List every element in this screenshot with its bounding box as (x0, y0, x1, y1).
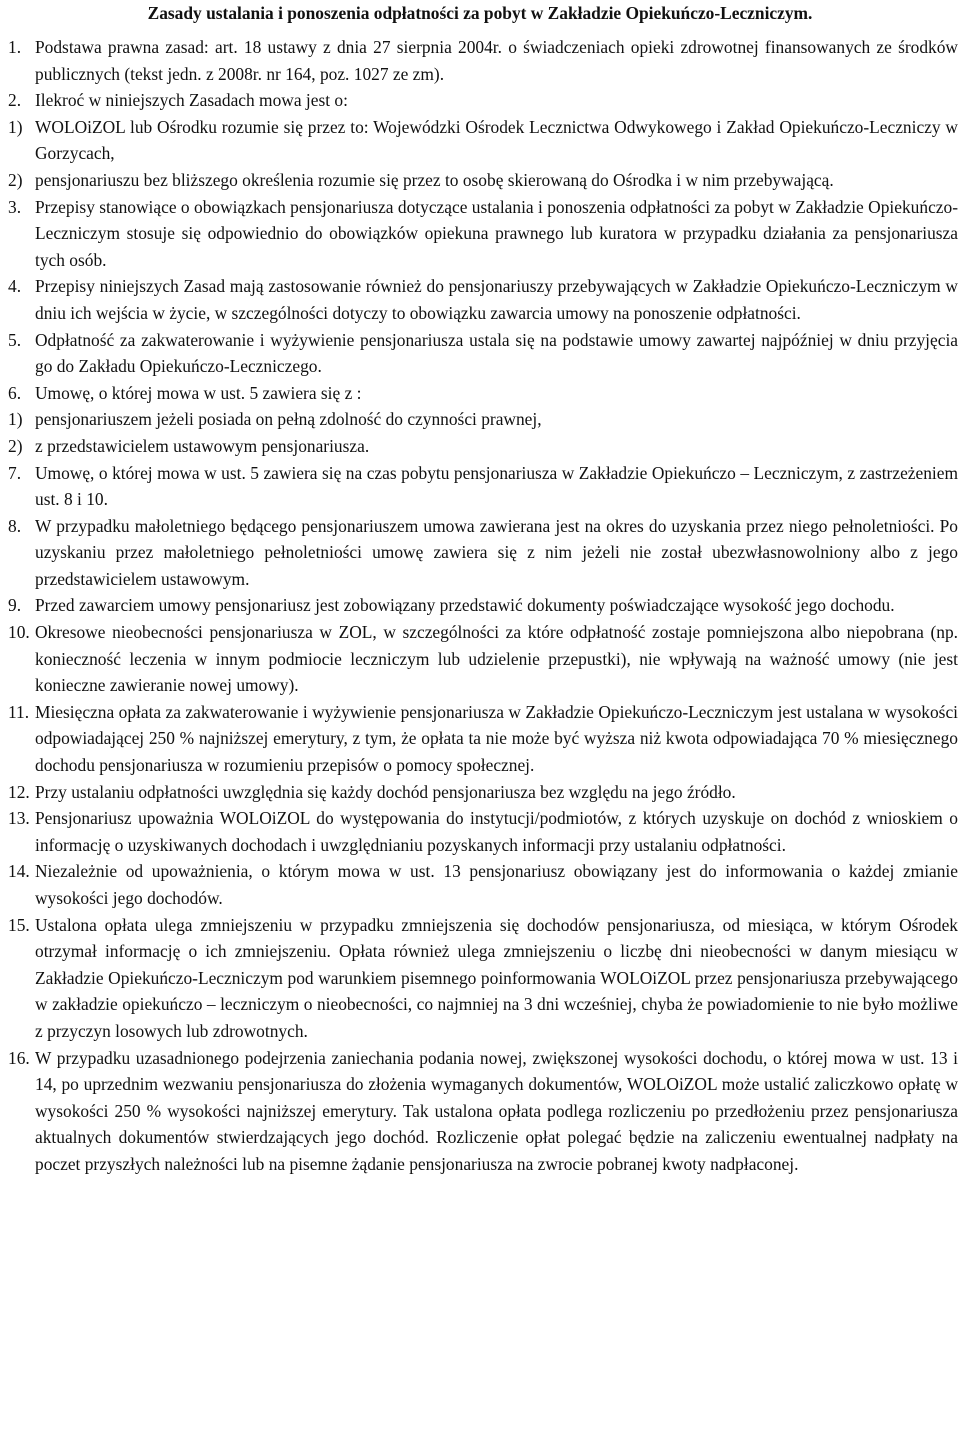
paragraph-number: 3. (8, 196, 22, 217)
paragraph-number: 10. (8, 622, 30, 643)
list-item (0, 433, 960, 460)
list-item-number: 1) (8, 116, 23, 137)
paragraph-number: 2. (8, 90, 22, 111)
paragraph-2 (0, 87, 960, 114)
paragraph-number: 9. (8, 595, 22, 616)
paragraph-number: 6. (8, 382, 22, 403)
paragraph-number: 11. (8, 701, 30, 722)
paragraph-number: 1. (8, 37, 22, 57)
paragraph-text: Umowę, o której mowa w ust. 5 zawiera się z : (35, 382, 362, 403)
list-item (0, 167, 960, 194)
document-title: Zasady ustalania i ponoszenia odpłatności za pobyt w Zakładzie Opiekuńczo-Leczniczym. (147, 3, 813, 23)
paragraph-number: 15. (8, 914, 30, 935)
paragraph-13 (0, 805, 960, 858)
paragraph-text: W przypadku małoletniego będącego pensjonariuszem umowa zawierana jest na okres do uzyskania przez niego pełnoletniości. Po uzyskaniu przez małoletniego pełnoletniości umowę zawiera się z nim jeżeli nie został ubezwłasnowolniony albo z jego przedstawicielem ustawowym. (35, 515, 958, 589)
list-item (0, 114, 960, 167)
paragraph-11 (0, 699, 960, 779)
paragraph-10 (0, 619, 960, 699)
paragraph-number: 12. (8, 781, 30, 802)
paragraph-text: Umowę, o której mowa w ust. 5 zawiera się na czas pobytu pensjonariusza w Zakładzie Opiekuńczo – Leczniczym, z zastrzeżeniem ust. 8 i 10. (35, 462, 958, 510)
paragraph-14 (0, 858, 960, 911)
paragraph-8 (0, 513, 960, 593)
paragraph-number: 16. (8, 1047, 30, 1068)
list-item-text: pensjonariuszem jeżeli posiada on pełną zdolność do czynności prawnej, (35, 409, 542, 430)
paragraph-text: Podstawa prawna zasad: art. 18 ustawy z dnia 27 sierpnia 2004r. o świadczeniach opieki zdrowotnej finansowanych ze środków publicznych (tekst jedn. z 2008r. nr 164, poz. 1027 ze zm). (35, 37, 958, 84)
paragraph-6 (0, 380, 960, 407)
paragraph-3 (0, 194, 960, 274)
paragraph-15 (0, 912, 960, 1045)
paragraph-text: Ilekroć w niniejszych Zasadach mowa jest o: (35, 90, 348, 111)
list-item-number: 2) (8, 169, 23, 190)
list-item-text: z przedstawicielem ustawowym pensjonariusza. (35, 435, 370, 456)
paragraph-1 (0, 34, 960, 87)
paragraph-text: Odpłatność za zakwaterowanie i wyżywienie pensjonariusza ustala się na podstawie umowy zawartej najpóźniej w dniu przyjęcia go do Zakładu Opiekuńczo-Leczniczego. (35, 329, 958, 377)
paragraph-text: Przepisy stanowiące o obowiązkach pensjonariusza dotyczące ustalania i ponoszenia odpłatności za pobyt w Zakładzie Opiekuńczo-Leczniczym stosuje się odpowiednio do obowiązków opiekuna prawnego lub kuratora w przypadku działania za pensjonariusza tych osób. (35, 196, 958, 270)
paragraph-text: Przy ustalaniu odpłatności uwzględnia się każdy dochód pensjonariusza bez względu na jego źródło. (35, 781, 736, 802)
paragraph-number: 5. (8, 329, 22, 350)
paragraph-number: 7. (8, 462, 22, 483)
paragraph-text: W przypadku uzasadnionego podejrzenia zaniechania podania nowej, zwiększonej wysokości dochodu, o której mowa w ust. 13 i 14, po uprzednim wezwaniu pensjonariusza do złożenia wymaganych dokumentów, WOLOiZOL może ustalić zaliczkowo opłatę w wysokości 250 % wysokości najniższej emerytury. Tak ustalona opłata podlega rozliczeniu po przedłożeniu przez pensjonariusza aktualnych dokumentów stwierdzających jego dochód. Rozliczenie opłat polegać będzie na zaliczeniu ewentualnej nadpłaty na poczet przyszłych należności lub na pisemne żądanie pensjonariusza na zwrocie pobranej kwoty nadpłaconej. (35, 1047, 958, 1174)
list-item (0, 406, 960, 433)
paragraph-text: Ustalona opłata ulega zmniejszeniu w przypadku zmniejszenia się dochodów pensjonariusza, od miesiąca, w którym Ośrodek otrzymał informację o ich zmniejszeniu. Opłata również ulega zmniejszeniu o liczbę dni nieobecności w danym miesiącu w Zakładzie Opiekuńczo-Leczniczym pod warunkiem pisemnego poinformowania WOLOiZOL przez pensjonariusza przebywającego w zakładzie opiekuńczo – leczniczym o nieobecności, co najmniej na 3 dni wcześniej, chyba że powiadomienie to nie było możliwe z przyczyn losowych lub zdrowotnych. (35, 914, 958, 1041)
paragraph-text: Pensjonariusz upoważnia WOLOiZOL do występowania do instytucji/podmiotów, z których uzyskuje on dochód z wnioskiem o informację o uzyskiwanych dochodach i uwzględnianiu pozyskanych informacji przy ustalaniu odpłatności. (35, 808, 958, 855)
list-item-number: 2) (8, 435, 23, 456)
paragraph-number: 8. (8, 515, 22, 536)
document-body (0, 34, 960, 1178)
paragraph-4 (0, 273, 960, 326)
paragraph-12 (0, 779, 960, 806)
list-item-text: pensjonariuszu bez bliższego określenia rozumie się przez to osobę skierowaną do Ośrodka i w nim przebywającą. (35, 169, 834, 190)
paragraph-text: Niezależnie od upoważnienia, o którym mowa w ust. 13 pensjonariusz obowiązany jest do informowania o każdej zmianie wysokości jego dochodów. (35, 861, 958, 908)
paragraph-5 (0, 327, 960, 380)
paragraph-text: Okresowe nieobecności pensjonariusza w ZOL, w szczególności za które odpłatność zostaje pomniejszona albo niepobrana (np. konieczność leczenia w innym podmiocie leczniczym lub udzielenie przepustki), nie wpływają na ważność umowy (nie jest konieczne zawieranie nowej umowy). (35, 622, 958, 696)
paragraph-number: 13. (8, 808, 30, 829)
list-item-number: 1) (8, 409, 23, 430)
paragraph-number: 4. (8, 276, 22, 297)
list-item-text: WOLOiZOL lub Ośrodku rozumie się przez to: Wojewódzki Ośrodek Lecznictwa Odwykowego i Zakład Opiekuńczo-Leczniczy w Gorzycach, (35, 116, 958, 164)
paragraph-text: Przepisy niniejszych Zasad mają zastosowanie również do pensjonariuszy przebywających w Zakładzie Opiekuńczo-Leczniczym w dniu ich wejścia w życie, w szczególności dotyczy to obowiązku zawarcia umowy na ponoszenie odpłatności. (35, 276, 958, 323)
paragraph-number: 14. (8, 861, 30, 882)
paragraph-16 (0, 1045, 960, 1178)
paragraph-text: Miesięczna opłata za zakwaterowanie i wyżywienie pensjonariusza w Zakładzie Opiekuńczo-Leczniczym jest ustalana w wysokości odpowiadającej 250 % najniższej emerytury, z tym, że opłata ta nie może być wyższa niż kwota odpowiadająca 70 % miesięcznego dochodu pensjonariusza w rozumieniu przepisów o pomocy społecznej. (35, 701, 958, 776)
paragraph-text: Przed zawarciem umowy pensjonariusz jest zobowiązany przedstawić dokumenty poświadczające wysokość jego dochodu. (35, 595, 895, 616)
paragraph-9 (0, 592, 960, 619)
paragraph-7 (0, 460, 960, 513)
